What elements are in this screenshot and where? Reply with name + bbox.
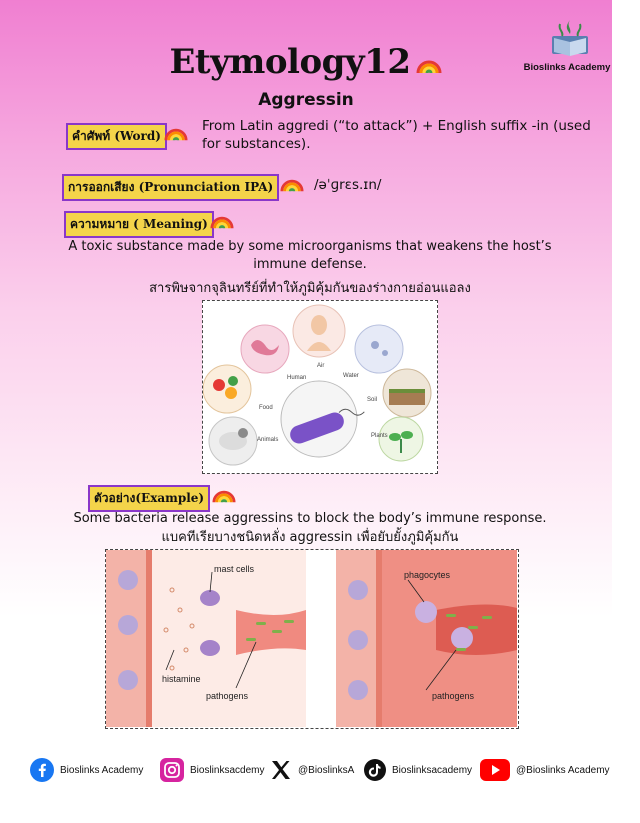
instagram-icon bbox=[160, 758, 184, 782]
facebook-link[interactable] bbox=[30, 754, 143, 786]
animal-circle bbox=[209, 417, 257, 465]
word-label: คำศัพท์ (Word) bbox=[66, 123, 167, 150]
immune-response-illustration bbox=[106, 550, 517, 727]
word-origin-text: From Latin aggredi (“to attack”) + English suffix -in (used for substances). bbox=[202, 118, 591, 152]
meaning-english: A toxic substance made by some microorganisms that weakens the host’s immune defense. bbox=[68, 239, 552, 272]
food-circle bbox=[203, 365, 251, 413]
page-margin bbox=[612, 0, 640, 823]
ipa-text: /əˈɡrɛs.ɪn/ bbox=[314, 177, 382, 193]
facebook-handle: Bioslinks Academy bbox=[60, 764, 144, 776]
rainbow-icon bbox=[164, 121, 188, 143]
instagram-link[interactable] bbox=[160, 754, 264, 786]
plant-circle bbox=[379, 417, 423, 461]
intestine-circle bbox=[241, 325, 289, 373]
tiktok-handle: Bioslinksacademy bbox=[392, 764, 473, 776]
immune-response-figure bbox=[105, 549, 519, 729]
example-thai: แบคทีเรียบางชนิดหลั่ง aggressin เพื่อยับยั้งภูมิคุ้มกัน bbox=[161, 530, 459, 545]
tiktok-link[interactable] bbox=[364, 754, 472, 786]
water-circle bbox=[355, 325, 403, 373]
rainbow-icon bbox=[416, 53, 442, 75]
diagram-label: Soil bbox=[367, 397, 378, 403]
example-label: ตัวอย่าง(Example) bbox=[88, 485, 210, 512]
x-icon bbox=[270, 759, 292, 781]
diagram-label: phagocytes bbox=[404, 570, 451, 580]
page-title bbox=[0, 42, 612, 82]
academy-name: Bioslinks Academy bbox=[523, 62, 611, 73]
facebook-icon bbox=[30, 758, 54, 782]
example-english: Some bacteria release aggressins to block the body’s immune response. bbox=[73, 511, 547, 526]
diagram-label: mast cells bbox=[214, 564, 255, 574]
youtube-link[interactable] bbox=[480, 754, 610, 786]
pronunciation-label: การออกเสียง (Pronunciation IPA) bbox=[62, 174, 279, 201]
rainbow-icon bbox=[210, 209, 234, 231]
diagram-label: Plants bbox=[371, 433, 388, 439]
soil-circle bbox=[383, 369, 431, 417]
social-footer bbox=[30, 754, 620, 786]
microorganism-sources-illustration bbox=[203, 301, 436, 472]
human-circle bbox=[293, 305, 345, 357]
tiktok-icon bbox=[364, 759, 386, 781]
rainbow-icon bbox=[280, 172, 304, 194]
diagram-label: Food bbox=[259, 405, 273, 411]
microorganism-sources-figure bbox=[202, 300, 438, 474]
instagram-handle: Bioslinksacdemy bbox=[190, 764, 265, 776]
diagram-label: Air bbox=[317, 363, 325, 369]
x-handle: @BioslinksA bbox=[298, 764, 355, 776]
meaning-label: ความหมาย ( Meaning) bbox=[64, 211, 214, 238]
x-link[interactable] bbox=[270, 754, 354, 786]
diagram-label: pathogens bbox=[206, 691, 249, 701]
rainbow-icon bbox=[212, 483, 236, 505]
youtube-handle: @Bioslinks Academy bbox=[516, 764, 610, 776]
diagram-label: Animals bbox=[257, 437, 279, 443]
page-subtitle: Aggressin bbox=[258, 90, 354, 110]
diagram-label: Human bbox=[287, 375, 307, 381]
youtube-icon bbox=[480, 759, 510, 781]
meaning-thai: สารพิษจากจุลินทรีย์ที่ทำให้ภูมิคุ้มกันของร่างกายอ่อนแอลง bbox=[149, 281, 471, 296]
diagram-label: Water bbox=[343, 373, 359, 379]
diagram-label: pathogens bbox=[432, 691, 475, 701]
diagram-label: histamine bbox=[162, 674, 201, 684]
page-title-text: Etymology12 bbox=[169, 42, 411, 82]
